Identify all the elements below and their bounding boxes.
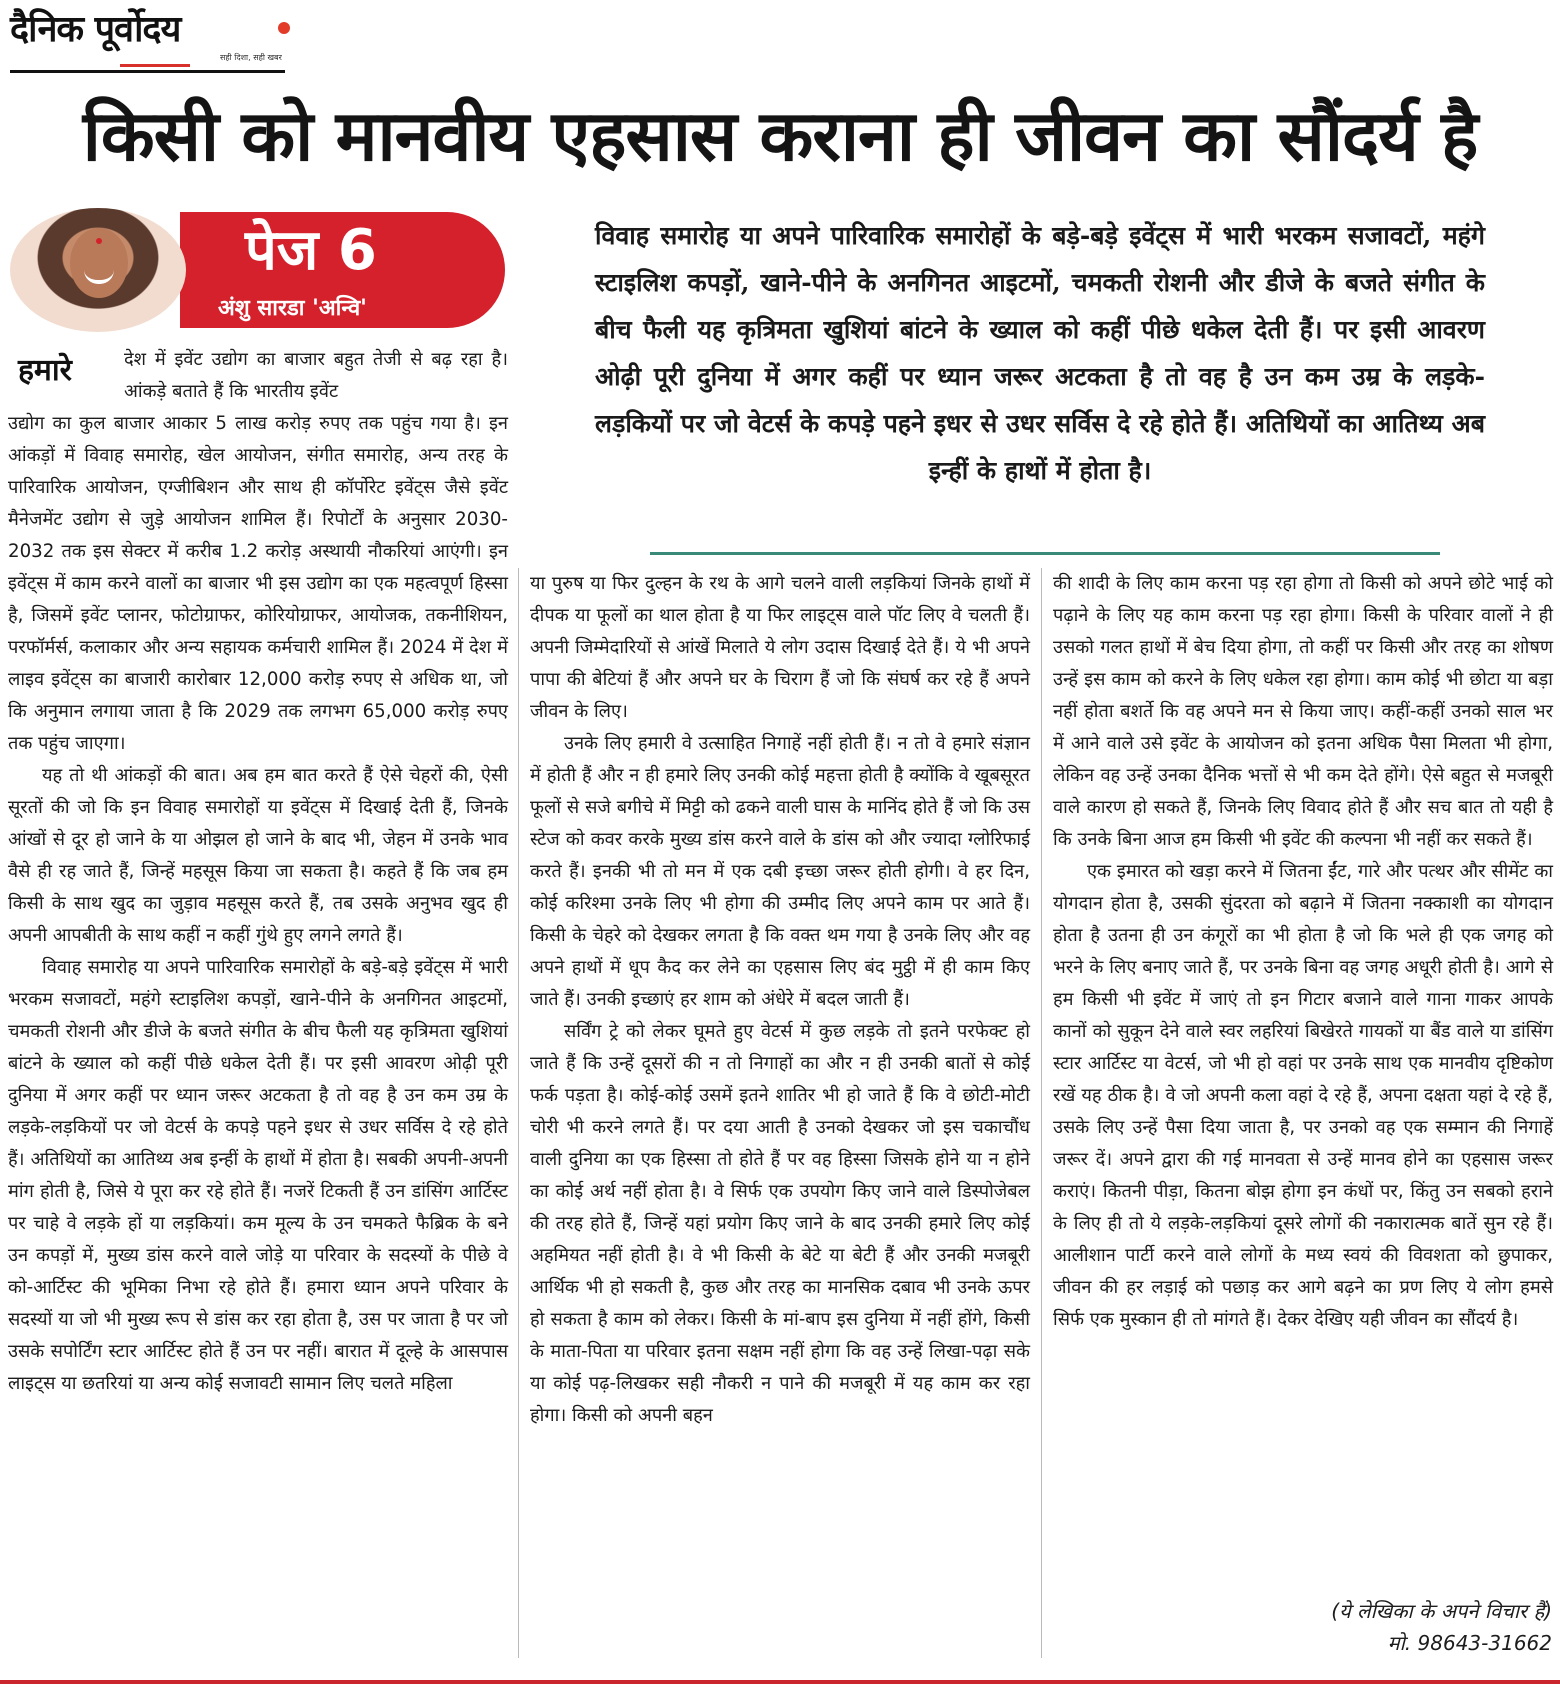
- paragraph: या पुरुष या फिर दुल्हन के रथ के आगे चलने वाली लड़कियां जिनके हाथों में दीपक या फूलों का थाल होता है या फिर लाइट्स वाले पॉट लिए वे चलती हैं। अपनी जिम्मेदारियों से आंखें मिलाते ये लोग उदास दिखाई देते हैं। ये भी अपने पापा की बेटियां हैं और अपने घर के चिराग हैं जो कि संघर्ष कर रहे हैं अपने जीवन के लिए।: [530, 573, 1030, 722]
- article-headline: किसी को मानवीय एहसास कराना ही जीवन का सौंदर्य है: [82, 95, 1478, 177]
- pull-quote: विवाह समारोह या अपने पारिवारिक समारोहों के बड़े-बड़े इवेंट्स में भारी भरकम सजावटों, महंगे स्टाइलिश कपड़ों, खाने-पीने के अनगिनत आइटमों, चमकती रोशनी और डीजे के बजते संगीत के बीच फैली यह कृत्रिमता खुशियां बांटने के ख्याल को कहीं पीछे धकेल देती हैं। पर इसी आवरण ओढ़ी पूरी दुनिया में अगर कहीं पर ध्यान जरूर अटकता है तो वह है उन कम उम्र के लड़के-लड़कियों पर जो वेटर्स के कपड़े पहने इधर से उधर सर्विस दे रहे होते हैं। अतिथियों का आतिथ्य अब इन्हीं के हाथों में होता है।: [595, 221, 1485, 485]
- drop-word: हमारे: [18, 353, 72, 388]
- column-3: [1053, 568, 1553, 1336]
- paragraph: सर्विंग ट्रे को लेकर घूमते हुए वेटर्स में कुछ लड़के तो इतने परफेक्ट हो जाते हैं कि उन्हें दूसरों की न तो निगाहों का और न ही उनकी बातों से कोई फर्क पड़ता है। कोई-कोई उसमें इतने शातिर भी हो जाते हैं कि वे छोटी-मोटी चोरी भी करने लगते हैं। पर दया आती है उनको देखकर जो इस चकाचौंध वाली दुनिया का एक हिस्सा तो होते हैं पर वह हिस्सा जिसके होने या न होने का कोई अर्थ नहीं होता है। वे सिर्फ एक उपयोग किए जाने वाले डिस्पोजेबल की तरह होते हैं, जिन्हें यहां प्रयोग किए जाने के बाद उनकी हमारे लिए कोई अहमियत नहीं होती है। वे भी किसी के बेटे या बेटी हैं और उनकी मजबूरी आर्थिक भी हो सकती है, कुछ और तरह का मानसिक दबाव भी उनके ऊपर हो सकता है काम को लेकर। किसी के मां-बाप इस दुनिया में नहीं होंगे, किसी के माता-पिता या परिवार इतना सक्षम नहीं होगा कि वह उन्हें लिखा-पढ़ा सके या कोई पढ़-लिखकर सही नौकरी न पाने की मजबूरी में यह काम कर रहा होगा। किसी को अपनी बहन: [530, 1021, 1030, 1426]
- paragraph: उद्योग का कुल बाजार आकार 5 लाख करोड़ रुपए तक पहुंच गया है। इन आंकड़ों में विवाह समारोह, खेल आयोजन, संगीत समारोह, अन्य तरह के पारिवारिक आयोजन, एग्जीबिशन और साथ ही कॉर्पोरेट इवेंट्स जैसे इवेंट मैनेजमेंट उद्योग से जुड़े आयोजन शामिल हैं। रिपोर्टों के अनुसार 2030-2032 तक इस सेक्टर में करीब 1.2 करोड़ अस्थायी नौकरियां आएंगी। इन इवेंट्स में काम करने वालों का बाजार भी इस उद्योग का एक महत्वपूर्ण हिस्सा है, जिसमें इवेंट प्लानर, फोटोग्राफर, कोरियोग्राफर, आयोजक, तकनीशियन, परफॉर्मर्स, कलाकार और अन्य सहायक कर्मचारी शामिल हैं। 2024 में देश में लाइव इवेंट्स का बाजारी कारोबार 12,000 करोड़ रुपए से अधिक था, जो कि अनुमान लगाया जाता है कि 2029 तक लगभग 65,000 करोड़ रुपए तक पहुंच जाएगा।: [8, 413, 508, 754]
- page-bottom-rule: [0, 1680, 1560, 1684]
- column-divider: [1041, 568, 1042, 1658]
- page-badge: [180, 212, 505, 328]
- author-photo: [10, 208, 186, 332]
- masthead: [10, 8, 285, 73]
- author-name: अंशु सारडा 'अन्वि': [218, 296, 367, 321]
- paragraph: यह तो थी आंकड़ों की बात। अब हम बात करते हैं ऐसे चेहरों की, ऐसी सूरतों की जो कि इन विवाह समारोहों या इवेंट्स में दिखाई देती हैं, जिनके आंखों से दूर हो जाने के या ओझल हो जाने के बाद भी, जेहन में उनके भाव वैसे ही रह जाते हैं, जिन्हें महसूस किया जा सकता है। कहते हैं कि जब हम किसी के साथ खुद का जुड़ाव महसूस करते हैं, तब उसके अनुभव खुद ही अपनी आपबीती के साथ कहीं न कहीं गुंथे हुए लगने लगते हैं।: [8, 765, 508, 946]
- column-1: [8, 408, 508, 1400]
- newspaper-logo: दैनिक पूर्वोदय: [10, 9, 181, 50]
- logo-sun-icon: [278, 22, 290, 34]
- intro-paragraph: देश में इवेंट उद्योग का बाजार बहुत तेजी से बढ़ रहा है। आंकड़े बताते हैं कि भारतीय इवेंट: [124, 349, 508, 402]
- author-signature: [1100, 1595, 1552, 1659]
- masthead-tagline: सही दिशा, सही खबर: [220, 53, 282, 62]
- author-phone: मो. 98643-31662: [1387, 1631, 1552, 1655]
- column-divider: [518, 568, 519, 1658]
- disclaimer-note: (ये लेखिका के अपने विचार हैं): [1331, 1599, 1552, 1623]
- paragraph: एक इमारत को खड़ा करने में जितना ईंट, गारे और पत्थर और सीमेंट का योगदान होता है, उसकी सुंदरता को बढ़ाने में जितना नक्काशी का योगदान होता है उतना ही उन कंगूरों का भी होता है जो कि भले ही एक जगह को भरने के लिए बनाए जाते हैं, पर उनके बिना वह जगह अधूरी होती है। आगे से हम किसी भी इवेंट में जाएं तो इन गिटार बजाने वाले गाना गाकर आपके कानों को सुकून देने वाले स्वर लहरियां बिखेरते गायकों या बैंड वाले या डांसिंग स्टार आर्टिस्ट या वेटर्स, जो भी हो वहां पर उनके साथ एक मानवीय दृष्टिकोण रखें यह ठीक है। वे जो अपनी कला वहां दे रहे हैं, अपना दक्षता यहां दे रहे हैं, उसके लिए उन्हें पैसा दिया जाता है, पर उनको वह एक सम्मान की निगाहें जरूर दें। अपने द्वारा की गई मानवता से उन्हें मानव होने का एहसास जरूर कराएं। कितनी पीड़ा, कितना बोझ होगा इन कंधों पर, किंतु उन सबको हराने के लिए ही तो ये लड़के-लड़कियां दूसरे लोगों की नकारात्मक बातें सुन रहे हैं। आलीशान पार्टी करने वाले लोगों के मध्य स्वयं की विवशता को छुपाकर, जीवन की हर लड़ाई को पछाड़ कर आगे बढ़ने का प्रण लिए ये लोग हमसे सिर्फ एक मुस्कान ही तो मांगते हैं। देकर देखिए यही जीवन का सौंदर्य है।: [1053, 861, 1553, 1330]
- paragraph: की शादी के लिए काम करना पड़ रहा होगा तो किसी को अपने छोटे भाई को पढ़ाने के लिए यह काम करना पड़ रहा होगा। किसी के परिवार वालों ने ही उसको गलत हाथों में बेच दिया होगा, तो कहीं पर किसी और तरह का शोषण उन्हें इस काम को करने के लिए धकेल रहा होगा। काम कोई भी छोटा या बड़ा नहीं होता बशर्ते कि वह अपने मन से किया जाए। कहीं-कहीं उनको साल भर में आने वाले उसे इवेंट के आयोजन को इतना अधिक पैसा मिलता भी होगा, लेकिन वह उन्हें उनका दैनिक भत्तों से भी कम देते होंगे। ऐसे बहुत से मजबूरी वाले कारण हो सकते हैं, जिनके लिए विवाद होते हैं और सच बात तो यही है कि उनके बिना आज हम किसी भी इवेंट की कल्पना भी नहीं कर सकते हैं।: [1053, 573, 1553, 850]
- paragraph: विवाह समारोह या अपने पारिवारिक समारोहों के बड़े-बड़े इवेंट्स में भारी भरकम सजावटों, महंगे स्टाइलिश कपड़ों, खाने-पीने के अनगिनत आइटमों, चमकती रोशनी और डीजे के बजते संगीत के बीच फैली यह कृत्रिमता खुशियां बांटने के ख्याल को कहीं पीछे धकेल देती हैं। पर इसी आवरण ओढ़ी पूरी दुनिया में अगर कहीं पर ध्यान जरूर अटकता है तो वह है उन कम उम्र के लड़के-लड़कियों पर जो वेटर्स के कपड़े पहने इधर से उधर सर्विस दे रहे होते हैं। अतिथियों का आतिथ्य अब इन्हीं के हाथों में होता है। सबकी अपनी-अपनी मांग होती है, जिसे ये पूरा कर रहे होते हैं। नजरें टिकती हैं उन डांसिंग आर्टिस्ट पर चाहे वे लड़के हों या लड़कियां। कम मूल्य के उन चमकते फैब्रिक के बने उन कपड़ों में, मुख्य डांस करने वाले जोड़े या परिवार के सदस्यों के पीछे वे को-आर्टिस्ट की भूमिका निभा रहे होते हैं। हमारा ध्यान अपने परिवार के सदस्यों या जो भी मुख्य रूप से डांस कर रहा होता है, उस पर जाता है पर जो उसके सपोर्टिंग स्टार आर्टिस्ट होते हैं उन पर नहीं। बारात में दूल्हे के आसपास लाइट्स या छतरियां या अन्य कोई सजावटी सामान लिए चलते महिला: [8, 957, 508, 1394]
- pull-quote-divider: [650, 552, 1440, 555]
- column-2: [530, 568, 1030, 1432]
- masthead-accent-line: [120, 64, 190, 67]
- page-number: पेज 6: [245, 218, 377, 283]
- paragraph: उनके लिए हमारी वे उत्साहित निगाहें नहीं होती हैं। न तो वे हमारे संज्ञान में होती हैं और न ही हमारे लिए उनकी कोई महत्ता होती है क्योंकि वे खूबसूरत फूलों से सजे बगीचे में मिट्टी को ढकने वाली घास के मानिंद होते हैं जो कि उस स्टेज को कवर करके मुख्य डांस करने वाले के डांस को और ज्यादा ग्लोरिफाई करते हैं। इनकी भी तो मन में एक दबी इच्छा जरूर होती होगी। वे हर दिन, कोई करिश्मा उनके लिए भी होगा की उम्मीद लिए अपने काम पर आते हैं। किसी के चेहरे को देखकर लगता है कि वक्त थम गया है उनके लिए और वह अपने हाथों में धूप कैद कर लेने का एहसास लिए बंद मुट्ठी में ही काम किए जाते हैं। उनकी इच्छाएं हर शाम को अंधेरे में बदल जाती हैं।: [530, 733, 1030, 1010]
- column-1-intro: [124, 344, 508, 408]
- author-bindi: [96, 238, 102, 244]
